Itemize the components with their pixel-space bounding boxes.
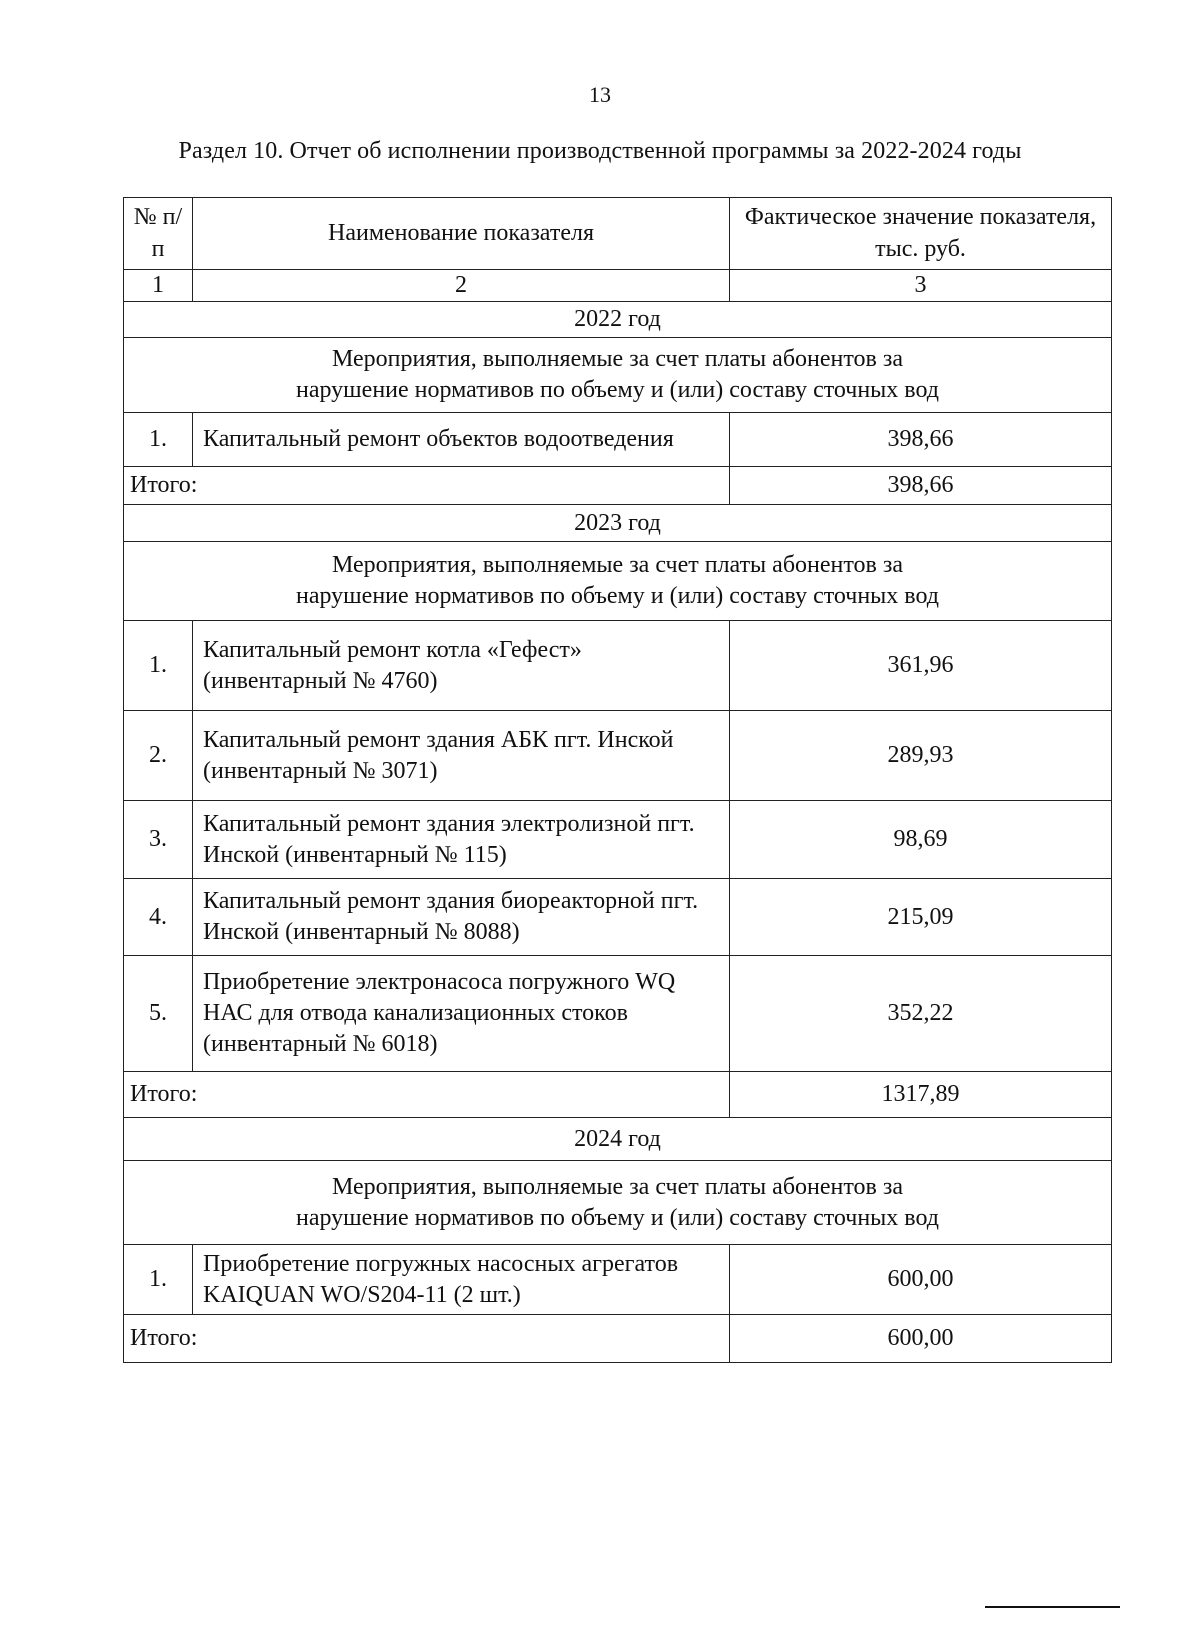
table-row (124, 879, 1112, 956)
item-num: 1. (124, 1245, 193, 1315)
item-value: 398,66 (730, 413, 1112, 467)
table-row (124, 711, 1112, 801)
table-header-row (124, 198, 1112, 270)
section-row (124, 338, 1112, 413)
item-num: 3. (124, 801, 193, 879)
item-num: 1. (124, 413, 193, 467)
item-value: 215,09 (730, 879, 1112, 956)
table-row (124, 413, 1112, 467)
total-row (124, 467, 1112, 505)
total-label: Итого: (124, 467, 730, 505)
item-name: Капитальный ремонт котла «Гефест» (инвентарный № 4760) (193, 621, 730, 711)
item-value: 352,22 (730, 956, 1112, 1072)
item-num: 1. (124, 621, 193, 711)
item-num: 2. (124, 711, 193, 801)
item-name: Капитальный ремонт здания электролизной пгт. Инской (инвентарный № 115) (193, 801, 730, 879)
header-num: № п/п (124, 198, 193, 270)
section-row (124, 542, 1112, 621)
signature-line (985, 1606, 1120, 1608)
total-label: Итого: (124, 1072, 730, 1118)
page-title: Раздел 10. Отчет об исполнении производственной программы за 2022-2024 годы (178, 138, 1022, 164)
table-row (124, 1245, 1112, 1315)
year-label: 2023 год (124, 505, 1112, 542)
total-value: 398,66 (730, 467, 1112, 505)
item-num: 4. (124, 879, 193, 956)
item-value: 600,00 (730, 1245, 1112, 1315)
table-row (124, 956, 1112, 1072)
col-number: 1 (124, 270, 193, 302)
item-value: 98,69 (730, 801, 1112, 879)
year-label: 2022 год (124, 302, 1112, 338)
item-num: 5. (124, 956, 193, 1072)
total-row (124, 1315, 1112, 1363)
column-number-row (124, 270, 1112, 302)
year-row (124, 1118, 1112, 1161)
item-name: Капитальный ремонт здания биореакторной пгт. Инской (инвентарный № 8088) (193, 879, 730, 956)
page-number: 13 (589, 82, 611, 107)
item-name: Капитальный ремонт здания АБК пгт. Инской (инвентарный № 3071) (193, 711, 730, 801)
total-value: 600,00 (730, 1315, 1112, 1363)
year-label: 2024 год (124, 1118, 1112, 1161)
year-row (124, 302, 1112, 338)
total-label: Итого: (124, 1315, 730, 1363)
item-name: Капитальный ремонт объектов водоотведения (193, 413, 730, 467)
report-table (123, 197, 1112, 1363)
header-value: Фактическое значение показателя, тыс. руб. (730, 198, 1112, 270)
col-number: 2 (193, 270, 730, 302)
section-label: Мероприятия, выполняемые за счет платы абонентов за нарушение нормативов по объему и (или) составу сточных вод (124, 1161, 1112, 1245)
header-name: Наименование показателя (193, 198, 730, 270)
table-row (124, 801, 1112, 879)
year-row (124, 505, 1112, 542)
section-label: Мероприятия, выполняемые за счет платы абонентов за нарушение нормативов по объему и (или) составу сточных вод (124, 338, 1112, 413)
item-value: 289,93 (730, 711, 1112, 801)
item-value: 361,96 (730, 621, 1112, 711)
table-row (124, 621, 1112, 711)
total-value: 1317,89 (730, 1072, 1112, 1118)
col-number: 3 (730, 270, 1112, 302)
section-row (124, 1161, 1112, 1245)
section-label: Мероприятия, выполняемые за счет платы абонентов за нарушение нормативов по объему и (или) составу сточных вод (124, 542, 1112, 621)
item-name: Приобретение электронасоса погружного WQ НАС для отвода канализационных стоков (инвентарный № 6018) (193, 956, 730, 1072)
total-row (124, 1072, 1112, 1118)
item-name: Приобретение погружных насосных агрегатов KAIQUAN WO/S204-11 (2 шт.) (193, 1245, 730, 1315)
